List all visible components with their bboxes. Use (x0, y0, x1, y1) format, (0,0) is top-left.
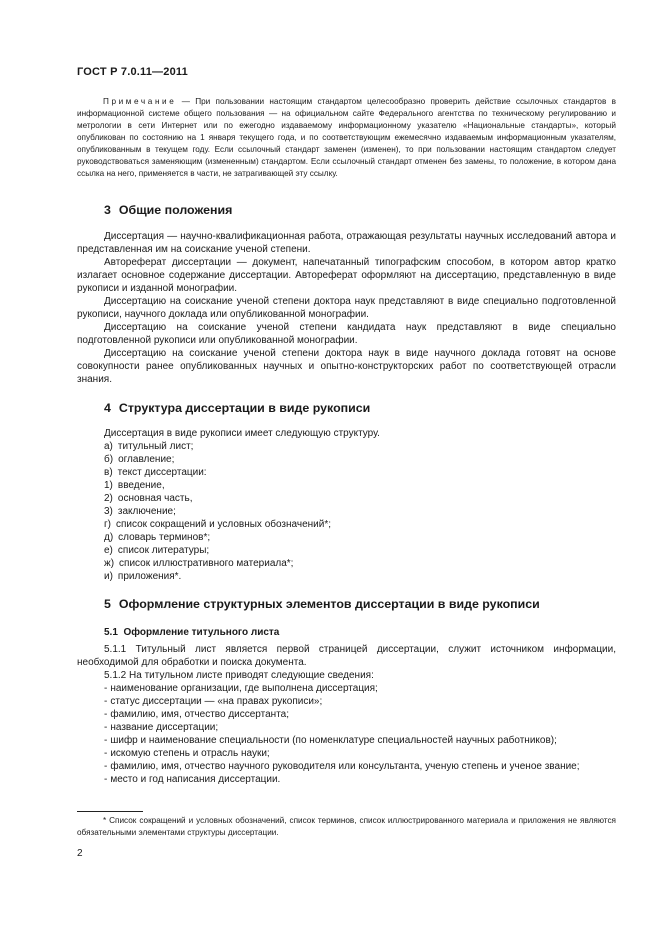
list-text: заключение; (117, 506, 176, 517)
list-text: наименование организации, где выполнена диссертация; (110, 683, 378, 694)
list-item (77, 492, 616, 505)
section-5-heading (104, 597, 540, 611)
list-text: введение, (117, 480, 165, 491)
list-text: словарь терминов*; (118, 532, 211, 543)
structure-list (77, 440, 616, 583)
list-text: шифр и наименование специальности (по номенклатуре специальностей научных работников); (110, 735, 557, 746)
section-3-paragraph: Диссертация — научно-квалификационная работа, отражающая результаты научных исследований автора и представленная им на соискание ученой степени. (77, 231, 616, 255)
list-text: фамилию, имя, отчество научного руководителя или консультанта, ученую степень и ученое звание; (110, 761, 580, 772)
list-dash: - (104, 709, 108, 720)
list-item (77, 466, 616, 479)
list-item (77, 505, 616, 518)
section-3-paragraph: Диссертацию на соискание ученой степени доктора наук в виде научного доклада готовят на основе совокупности ранее опубликованных научных и опытно-конструкторских работ по соответствующей отрасли знания. (77, 348, 616, 385)
subsection-5-1-title: Оформление титульного листа (123, 627, 280, 638)
list-item (77, 440, 616, 453)
list-text: приложения*. (117, 571, 182, 582)
list-item (77, 734, 616, 747)
list-dash: - (104, 683, 108, 694)
list-text: список сокращений и условных обозначений*; (115, 519, 332, 530)
subsection-5-1-heading (104, 627, 279, 638)
list-marker: б) (104, 454, 114, 465)
list-item (77, 518, 616, 531)
list-marker: г) (104, 519, 111, 530)
list-marker: ж) (104, 558, 115, 569)
list-item (77, 747, 616, 760)
section-4-title: Структура диссертации в виде рукописи (118, 401, 371, 415)
section-4-intro: Диссертация в виде рукописи имеет следующую структуру. (104, 428, 380, 439)
section-3-paragraph: Диссертацию на соискание ученой степени кандидата наук представляют в виде специально подготовленной рукописи или опубликованной монографии. (77, 322, 616, 346)
list-text: название диссертации; (110, 722, 219, 733)
list-item (77, 453, 616, 466)
list-item (77, 531, 616, 544)
subsection-5-1-number: 5.1 (104, 627, 118, 638)
list-dash: - (104, 696, 108, 707)
list-text: искомую степень и отрасль науки; (110, 748, 270, 759)
list-item (77, 479, 616, 492)
section-3-paragraph: Диссертацию на соискание ученой степени доктора наук представляют в виде специально подготовленной рукописи, научного доклада или опубликованной монографии. (77, 296, 616, 320)
list-text: список литературы; (117, 545, 210, 556)
clause-5-1-1: 5.1.1 Титульный лист является первой страницей диссертации, служит источником информации, необходимой для обработки и поиска документа. (77, 644, 616, 668)
list-marker: в) (104, 467, 113, 478)
section-3-number: 3 (104, 203, 111, 217)
section-3-body (77, 230, 616, 386)
subsection-5-1-body (77, 643, 616, 786)
list-text: основная часть, (117, 493, 193, 504)
list-item (77, 570, 616, 583)
list-dash: - (104, 774, 108, 785)
list-marker: 3) (104, 506, 113, 517)
section-5-title: Оформление структурных элементов диссертации в виде рукописи (118, 597, 540, 611)
list-dash: - (104, 735, 108, 746)
list-item (77, 544, 616, 557)
note-text: — При пользовании настоящим стандартом целесообразно проверить действие ссылочных стандартов в информационной системе общего пользования — на официальном сайте Федерального агентства по техническому регулированию и метрологии в сети Интернет или по ежегодно издаваемому информационному указателю «Национальные стандарты», который опубликован по состоянию на 1 января текущего года, и по соответствующим ежемесячно издаваемым информационным указателям, опубликованным в текущем году. Если ссылочный стандарт заменен (изменен), то при пользовании настоящим стандартом следует руководствоваться заменяющим (измененным) стандартом. Если ссылочный стандарт отменен без замены, то положение, в котором дана ссылка на него, применяется в части, не затрагивающей эту ссылку. (77, 97, 616, 178)
list-dash: - (104, 761, 108, 772)
list-item (77, 708, 616, 721)
list-text: фамилию, имя, отчество диссертанта; (110, 709, 290, 720)
section-4-body (77, 427, 616, 583)
list-text: статус диссертации — «на правах рукописи»; (110, 696, 323, 707)
list-item (77, 760, 616, 773)
list-text: место и год написания диссертации. (110, 774, 281, 785)
list-marker: 1) (104, 480, 113, 491)
note-label: Примечание (103, 97, 177, 106)
list-item (77, 557, 616, 570)
list-marker: е) (104, 545, 113, 556)
list-item (77, 682, 616, 695)
list-text: список иллюстративного материала*; (119, 558, 294, 569)
section-5-number: 5 (104, 597, 111, 611)
list-marker: и) (104, 571, 113, 582)
list-marker: а) (104, 441, 113, 452)
footnote: * Список сокращений и условных обозначений, список терминов, список иллюстрированного материала и приложения не являются обязательными элементами структуры диссертации. (77, 816, 616, 837)
list-text: титульный лист; (117, 441, 194, 452)
section-3-title: Общие положения (118, 203, 233, 217)
list-marker: 2) (104, 493, 113, 504)
footnote-separator (77, 811, 143, 812)
section-3-paragraph: Автореферат диссертации — документ, напечатанный типографским способом, в котором автор кратко излагает основное содержание диссертации. Автореферат оформляют на диссертацию, представленную в виде рукописи и изданной монографии. (77, 257, 616, 294)
list-dash: - (104, 722, 108, 733)
list-item (77, 773, 616, 786)
list-item (77, 721, 616, 734)
list-dash: - (104, 748, 108, 759)
section-4-number: 4 (104, 401, 111, 415)
title-page-info-list (77, 682, 616, 786)
page-number: 2 (77, 848, 83, 859)
note-paragraph (77, 96, 616, 180)
section-3-heading (104, 203, 232, 217)
clause-5-1-2: 5.1.2 На титульном листе приводят следующие сведения: (104, 670, 374, 681)
section-4-heading (104, 401, 370, 415)
document-code: ГОСТ Р 7.0.11—2011 (77, 66, 188, 78)
list-item (77, 695, 616, 708)
list-text: текст диссертации: (117, 467, 207, 478)
list-text: оглавление; (118, 454, 175, 465)
list-marker: д) (104, 532, 114, 543)
